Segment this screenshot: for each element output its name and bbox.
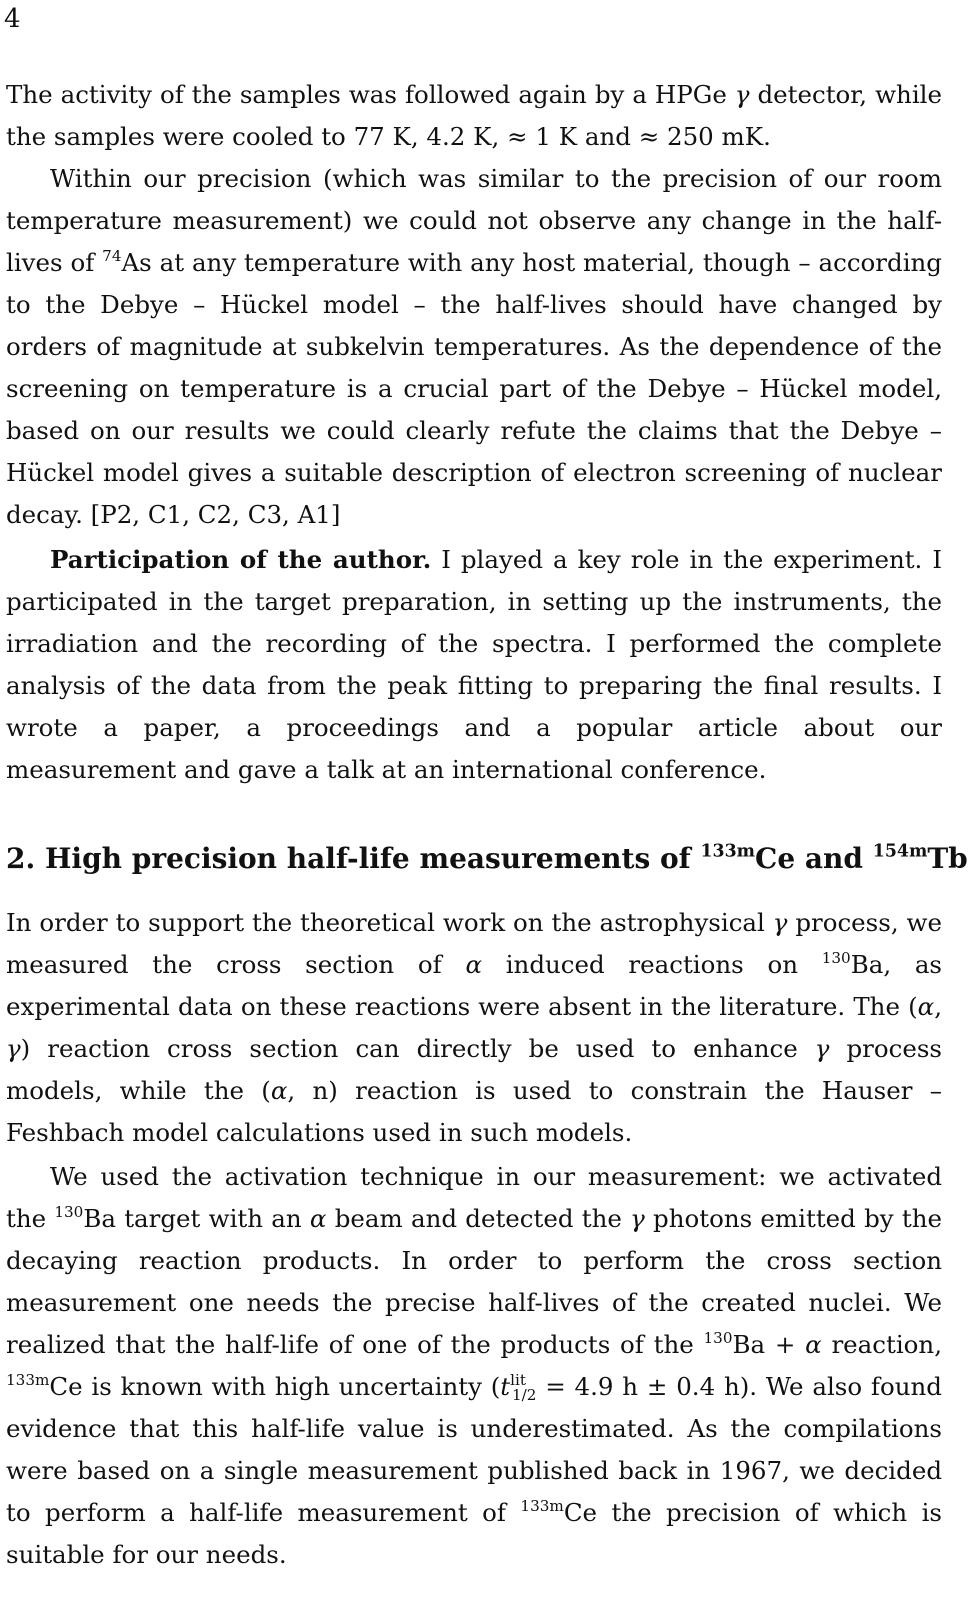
text-run: detector, while the samples were cooled to 77 K, 4.2 K, ≈ 1 K and ≈ 250 mK. [6,80,942,151]
alpha-symbol: α [465,950,482,979]
gamma-symbol: γ [734,80,750,109]
alpha-symbol: α [309,1204,327,1233]
half-life-symbol: t [500,1372,511,1401]
subscript-half: 1/2 [511,1386,537,1405]
alpha-symbol: α [917,992,935,1021]
text-run: Ce the precision of which is suitable for our needs. [6,1498,943,1569]
alpha-symbol: α [805,1330,822,1359]
page-number: 4 [4,4,21,34]
text-run: photons emitted by the decaying reaction products. In order to perform the cross section measurement one needs the precise half-lives of the created nuclei. We realized that the half-life of one of the products of the [6,1204,942,1359]
alpha-symbol: α [270,1076,288,1105]
section-heading [6,837,968,881]
paragraph-participation [6,539,942,791]
text-run: , n) reaction is used to constrain the Hauser – Feshbach model calculations used in such models. [6,1076,943,1147]
text-run: induced reactions on [482,950,822,979]
text-run: Within our precision (which was similar to the precision of our room temperature measurement) we could not observe any change in the half-lives of [6,164,942,277]
text-run: As at any temperature with any host material, though – according to the Debye – Hückel model – the half-lives should have changed by orders of magnitude at subkelvin temperatures. As the dependence of the screening on temperature is a crucial part of the Debye – Hückel model, based on our results we could clearly refute the claims that the Debye – Hückel model gives a suitable description of electron screening of nuclear decay. [P2, C1, C2, C3, A1] [6,248,942,529]
paragraph-activation [6,1156,942,1576]
participation-heading: Participation of the author. [50,545,432,574]
text-run: I played a key role in the experiment. I participated in the target preparation, in setting up the instruments, the irradiation and the recording of the spectra. I performed the complete analysis of the data from the peak fitting to preparing the final results. I wrote a paper, a proceedings and a popular article about our measurement and gave a talk at an international conference. [6,545,942,784]
text-run: process models, while the ( [6,1034,942,1105]
isotope-mass-number: 130 [54,1203,84,1222]
paragraph-gamma-process [6,902,942,1154]
heading-text: Ce and [755,842,873,875]
heading-text: 2. High precision half-life measurements of [6,842,701,875]
isotope-mass-number: 74 [102,247,122,266]
text-run: Ba, as experimental data on these reactions were absent in the literature. The ( [6,950,942,1021]
isotope-mass-number: 133m [700,841,756,862]
isotope-mass-number: 130 [703,1329,733,1348]
paragraph-precision [6,158,942,536]
text-run: Ba target with an [83,1204,310,1233]
superscript-lit: lit [510,1371,526,1390]
text-run: The activity of the samples was followed again by a HPGe [6,80,735,109]
isotope-mass-number: 133m [520,1497,564,1516]
text-run: Ba + [732,1330,806,1359]
paragraph-activity [6,74,942,158]
gamma-symbol: γ [630,1204,645,1233]
text-run: Ce is known with high uncertainty ( [49,1372,501,1401]
text-run: ) reaction cross section can directly be used to enhance [20,1034,815,1063]
text-run: We used the activation technique in our measurement: we activated the [6,1162,942,1233]
isotope-mass-number: 130 [821,949,851,968]
gamma-symbol: γ [814,1034,830,1063]
text-run: beam and detected the [326,1204,631,1233]
text-run: = 4.9 h ± 0.4 h). We also found evidence that this half-life value is underestimated. As the compilations were based on a single measurement published back in 1967, we decided to perform a half-life measurement of [6,1372,942,1527]
text-run: , [934,992,942,1021]
isotope-mass-number: 154m [872,841,928,862]
isotope-mass-number: 133m [6,1371,50,1390]
text-run: reaction, [821,1330,942,1359]
gamma-symbol: γ [772,908,788,937]
heading-text: Tb [927,842,968,875]
text-run: process, we measured the cross section of [6,908,942,979]
gamma-symbol: γ [6,1034,21,1063]
text-run: In order to support the theoretical work on the astrophysical [6,908,773,937]
